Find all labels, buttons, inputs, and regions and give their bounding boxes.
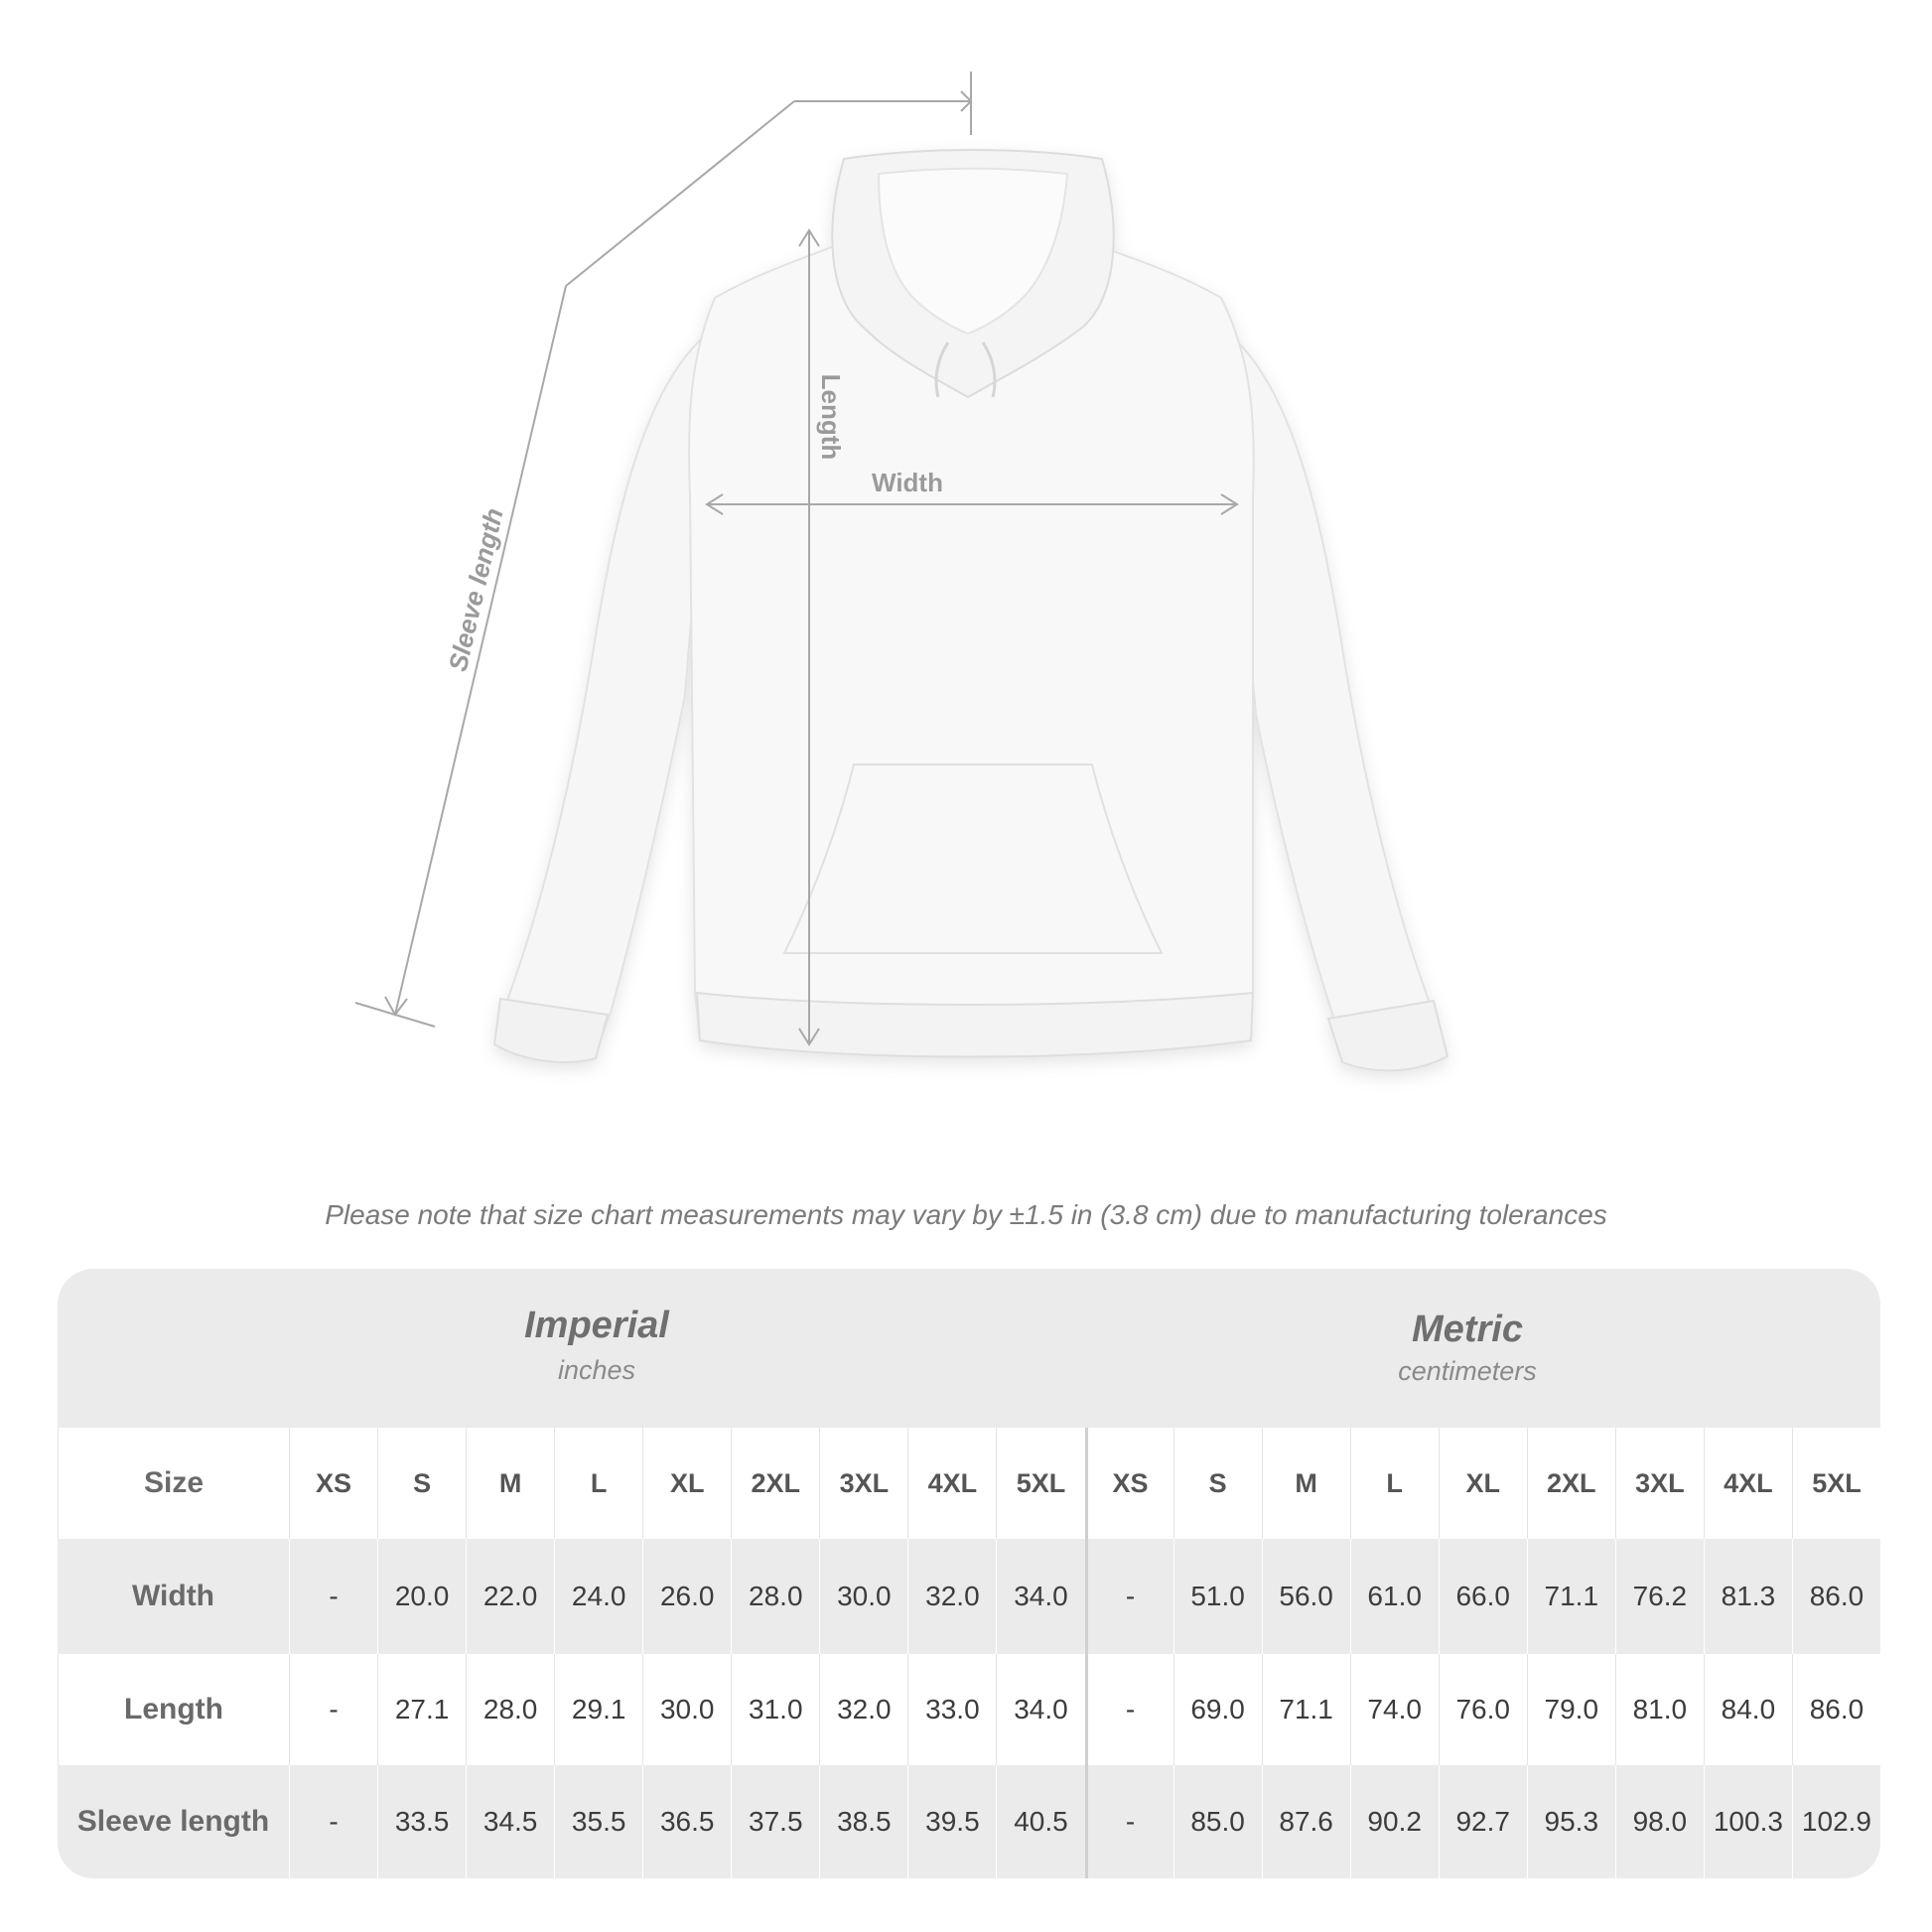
imperial-unit: inches [557, 1355, 636, 1385]
sleeve-length-metric-value: 90.2 [1350, 1765, 1439, 1878]
width-row-label: Width [131, 1580, 215, 1612]
sleeve-length-metric-value: 100.3 [1704, 1765, 1792, 1878]
sleeve-length-metric-value: 87.6 [1262, 1765, 1350, 1878]
length-label: Length [816, 373, 846, 461]
sleeve-length-metric-value: 98.0 [1615, 1765, 1704, 1878]
sleeve-length-imperial-value: 36.5 [642, 1765, 731, 1878]
length-metric-value: 86.0 [1792, 1654, 1880, 1765]
sleeve-length-metric-value: 95.3 [1527, 1765, 1615, 1878]
imperial-size-s: S [377, 1428, 466, 1539]
length-metric-value: 76.0 [1439, 1654, 1527, 1765]
sleeve-length-metric-value: 102.9 [1792, 1765, 1880, 1878]
length-imperial-value: 32.0 [819, 1654, 907, 1765]
sleeve-length-metric-value: - [1085, 1765, 1173, 1878]
imperial-title: Imperial [524, 1305, 669, 1346]
length-imperial-value: 31.0 [731, 1654, 819, 1765]
length-metric-value: 74.0 [1350, 1654, 1439, 1765]
metric-size-5xl: 5XL [1792, 1428, 1880, 1539]
metric-size-3xl: 3XL [1615, 1428, 1704, 1539]
table-row [58, 1539, 1880, 1654]
sleeve-length-metric-value: 92.7 [1439, 1765, 1527, 1878]
sleeve-length-imperial-value: 38.5 [819, 1765, 907, 1878]
hoodie-body [494, 150, 1448, 1070]
width-imperial-value: 28.0 [731, 1539, 819, 1654]
imperial-size-xl: XL [642, 1428, 731, 1539]
imperial-size-2xl: 2XL [731, 1428, 819, 1539]
sleeve-length-imperial-value: - [289, 1765, 377, 1878]
size-header-row [58, 1428, 1880, 1539]
length-row-label: Length [58, 1654, 289, 1765]
length-imperial-value: 34.0 [996, 1654, 1084, 1765]
length-imperial-value: 27.1 [377, 1654, 466, 1765]
metric-size-m: M [1262, 1428, 1350, 1539]
width-imperial-value: 24.0 [554, 1539, 642, 1654]
width-imperial-value: 30.0 [819, 1539, 907, 1654]
imperial-size-m: M [466, 1428, 554, 1539]
width-metric-value: 61.0 [1350, 1539, 1439, 1654]
imperial-size-5xl: 5XL [996, 1428, 1084, 1539]
width-imperial-value: 20.0 [377, 1539, 466, 1654]
sleeve-length-imperial-value: 39.5 [907, 1765, 996, 1878]
imperial-size-3xl: 3XL [819, 1428, 907, 1539]
sleeve-length-imperial-value: 40.5 [996, 1765, 1084, 1878]
metric-size-4xl: 4XL [1704, 1428, 1792, 1539]
width-metric-value: 76.2 [1615, 1539, 1704, 1654]
length-imperial-value: 28.0 [466, 1654, 554, 1765]
metric-size-s: S [1173, 1428, 1262, 1539]
metric-title: Metric [1412, 1309, 1523, 1350]
length-imperial-value: 33.0 [907, 1654, 996, 1765]
metric-size-xl: XL [1439, 1428, 1527, 1539]
sleeve-length-imperial-value: 35.5 [554, 1765, 642, 1878]
sleeve-length-imperial-value: 33.5 [377, 1765, 466, 1878]
length-imperial-value: 29.1 [554, 1654, 642, 1765]
metric-size-2xl: 2XL [1527, 1428, 1615, 1539]
width-metric-value: 86.0 [1792, 1539, 1880, 1654]
length-imperial-value: 30.0 [642, 1654, 731, 1765]
width-metric-value: 81.3 [1704, 1539, 1792, 1654]
imperial-size-xs: XS [289, 1428, 377, 1539]
sleeve-length-label: Sleeve length [442, 504, 509, 675]
table-row [58, 1765, 1880, 1878]
width-imperial-value: 22.0 [466, 1539, 554, 1654]
length-metric-value: 79.0 [1527, 1654, 1615, 1765]
width-metric-value: - [1085, 1539, 1173, 1654]
table-header-band [58, 1269, 1880, 1428]
width-label: Width [872, 468, 943, 497]
width-metric-value: 66.0 [1439, 1539, 1527, 1654]
metric-size-l: L [1350, 1428, 1439, 1539]
length-metric-value: - [1085, 1654, 1173, 1765]
width-imperial-value: 26.0 [642, 1539, 731, 1654]
size-row-label: Size [58, 1428, 289, 1539]
width-metric-value: 56.0 [1262, 1539, 1350, 1654]
width-imperial-value: 34.0 [996, 1539, 1084, 1654]
table-row [58, 1654, 1880, 1765]
metric-unit: centimeters [1398, 1356, 1537, 1386]
sleeve-length-row-label: Sleeve length [76, 1805, 270, 1838]
length-metric-value: 69.0 [1173, 1654, 1262, 1765]
imperial-size-4xl: 4XL [907, 1428, 996, 1539]
size-chart-table [58, 1269, 1880, 1878]
sleeve-length-imperial-value: 34.5 [466, 1765, 554, 1878]
length-imperial-value: - [289, 1654, 377, 1765]
width-imperial-value: - [289, 1539, 377, 1654]
length-metric-value: 81.0 [1615, 1654, 1704, 1765]
tolerance-note: Please note that size chart measurements may vary by ±1.5 in (3.8 cm) due to manufacturing tolerances [325, 1199, 1607, 1230]
imperial-size-l: L [554, 1428, 642, 1539]
width-imperial-value: 32.0 [907, 1539, 996, 1654]
length-metric-value: 71.1 [1262, 1654, 1350, 1765]
width-metric-value: 51.0 [1173, 1539, 1262, 1654]
sleeve-length-imperial-value: 37.5 [731, 1765, 819, 1878]
width-metric-value: 71.1 [1527, 1539, 1615, 1654]
metric-size-xs: XS [1085, 1428, 1173, 1539]
length-metric-value: 84.0 [1704, 1654, 1792, 1765]
sleeve-length-metric-value: 85.0 [1173, 1765, 1262, 1878]
